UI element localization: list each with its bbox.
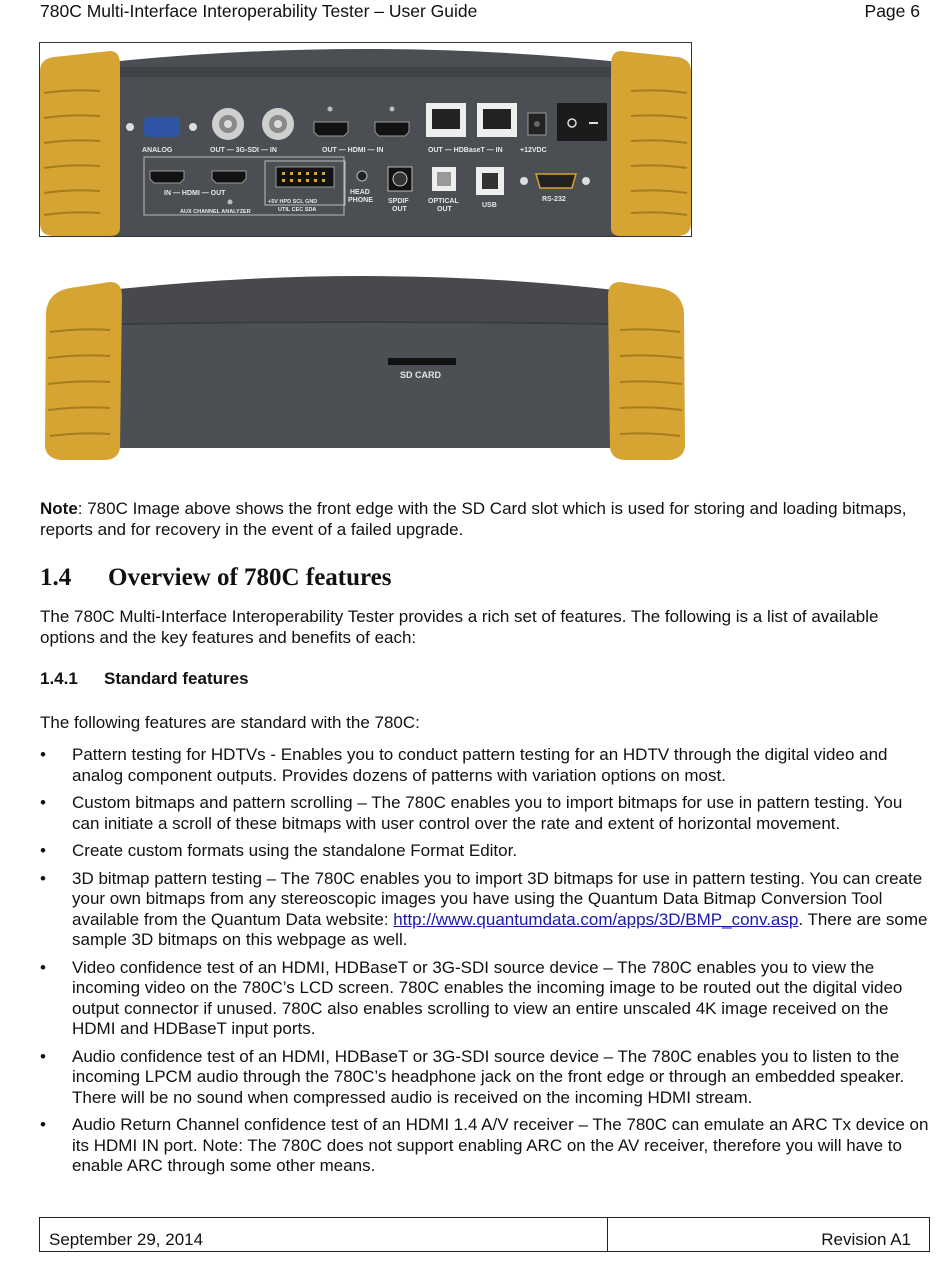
front-edge-image <box>40 262 690 467</box>
subsection-number: 1.4.1 <box>40 669 78 688</box>
feature-text: Audio confidence test of an HDMI, HDBaseT or 3G-SDI source device – The 780C enables you to listen to the incoming LPCM audio through the 780C’s headphone jack on the front edge or through an embedded speaker. There will be no sound when compressed audio is received on the incoming HDMI stream. <box>72 1046 905 1107</box>
subsection-heading <box>40 669 249 689</box>
label-3g-sdi: OUT — 3G-SDI — IN <box>210 147 277 154</box>
note-text: : 780C Image above shows the front edge with the SD Card slot which is used for storing and loading bitmaps, reports and for recovery in the event of a failed upgrade. <box>40 499 907 539</box>
list-item <box>40 958 932 1040</box>
section-title: Overview of 780C features <box>108 564 392 591</box>
feature-text: Custom bitmaps and pattern scrolling – The 780C enables you to import bitmaps for use in pattern testing. You can initiate a scroll of these bitmaps with user control over the rate and extent of horizontal movement. <box>72 793 903 833</box>
page-number: Page 6 <box>864 1 920 21</box>
page-footer <box>39 1217 930 1252</box>
label-aux-channel: AUX CHANNEL ANALYZER <box>180 209 251 215</box>
section-intro: The 780C Multi-Interface Interoperability Tester provides a rich set of features. The following is a list of available options and the key features and benefits of each: <box>40 607 879 647</box>
feature-text: Pattern testing for HDTVs - Enables you to conduct pattern testing for an HDTV through the digital video and analog component outputs. Provides dozens of patterns with variation options on most. <box>72 745 888 785</box>
subsection-title: Standard features <box>104 669 249 688</box>
label-hdmi-top: OUT — HDMI — IN <box>322 147 384 154</box>
list-item <box>40 869 932 951</box>
feature-text: Video confidence test of an HDMI, HDBaseT or 3G-SDI source device – The 780C enables you to view the incoming video on the 780C’s LCD screen. 780C enables the incoming image to be routed out the digital video output connector if unused. 780C also enables scrolling to view an entire unscaled 4K image received on the HDMI and HDBaseT input ports. <box>72 957 903 1038</box>
label-aux-pins: +5V HPD SCL GND <box>268 199 318 205</box>
front-edge-drawing <box>40 262 690 467</box>
label-analog: ANALOG <box>142 147 173 154</box>
label-hdmi-aux: IN — HDMI — OUT <box>164 190 226 197</box>
section-heading <box>40 564 391 592</box>
list-item <box>40 793 932 834</box>
feature-text: Audio Return Channel confidence test of an HDMI 1.4 A/V receiver – The 780C can emulate an ARC Tx device on its HDMI IN port. Note: The 780C does not support enabling ARC on the AV receiver, therefore you will have to enable ARC through some other means. <box>72 1115 929 1175</box>
bitmap-tool-link[interactable]: http://www.quantumdata.com/apps/3D/BMP_conv.asp <box>393 909 799 929</box>
feature-text: 3D bitmap pattern testing – The 780C enables you to import 3D bitmaps for use in pattern testing. You can create your own bitmaps from any stereoscopic images you have using the Quantum Data Bitmap Conversion Tool available from the Quantum Data website: <box>72 868 923 929</box>
footer-date: September 29, 2014 <box>40 1218 608 1251</box>
label-headphone-2: PHONE <box>348 197 373 204</box>
document-header-title: 780C Multi-Interface Interoperability Tester – User Guide <box>40 1 478 21</box>
rear-panel-drawing <box>40 43 691 236</box>
feature-text: . There are some sample 3D bitmaps on this webpage as well. <box>72 909 928 949</box>
list-item <box>40 1047 932 1109</box>
label-12vdc: +12VDC <box>520 147 547 154</box>
label-hdbaset: OUT — HDBaseT — IN <box>428 147 503 154</box>
label-optical-2: OUT <box>437 206 452 213</box>
note-paragraph <box>40 498 920 540</box>
footer-revision: Revision A1 <box>821 1230 911 1249</box>
list-item <box>40 1115 932 1177</box>
section-number: 1.4 <box>40 564 72 591</box>
feature-list <box>40 745 932 1184</box>
subsection-intro: The following features are standard with the 780C: <box>40 713 420 732</box>
label-usb: USB <box>482 202 497 209</box>
label-rs232: RS-232 <box>542 196 566 203</box>
label-spdif-1: SPDIF <box>388 198 409 205</box>
note-label: Note <box>40 499 78 518</box>
label-spdif-2: OUT <box>392 206 407 213</box>
feature-text: Create custom formats using the standalone Format Editor. <box>72 841 518 860</box>
label-sd-card: SD CARD <box>400 370 442 380</box>
label-headphone-1: HEAD <box>350 189 370 196</box>
label-aux-pins-2: UTIL CEC SDA <box>278 207 317 213</box>
label-optical-1: OPTICAL <box>428 198 459 205</box>
list-item <box>40 745 932 786</box>
list-item <box>40 841 932 862</box>
rear-panel-image <box>39 42 692 237</box>
